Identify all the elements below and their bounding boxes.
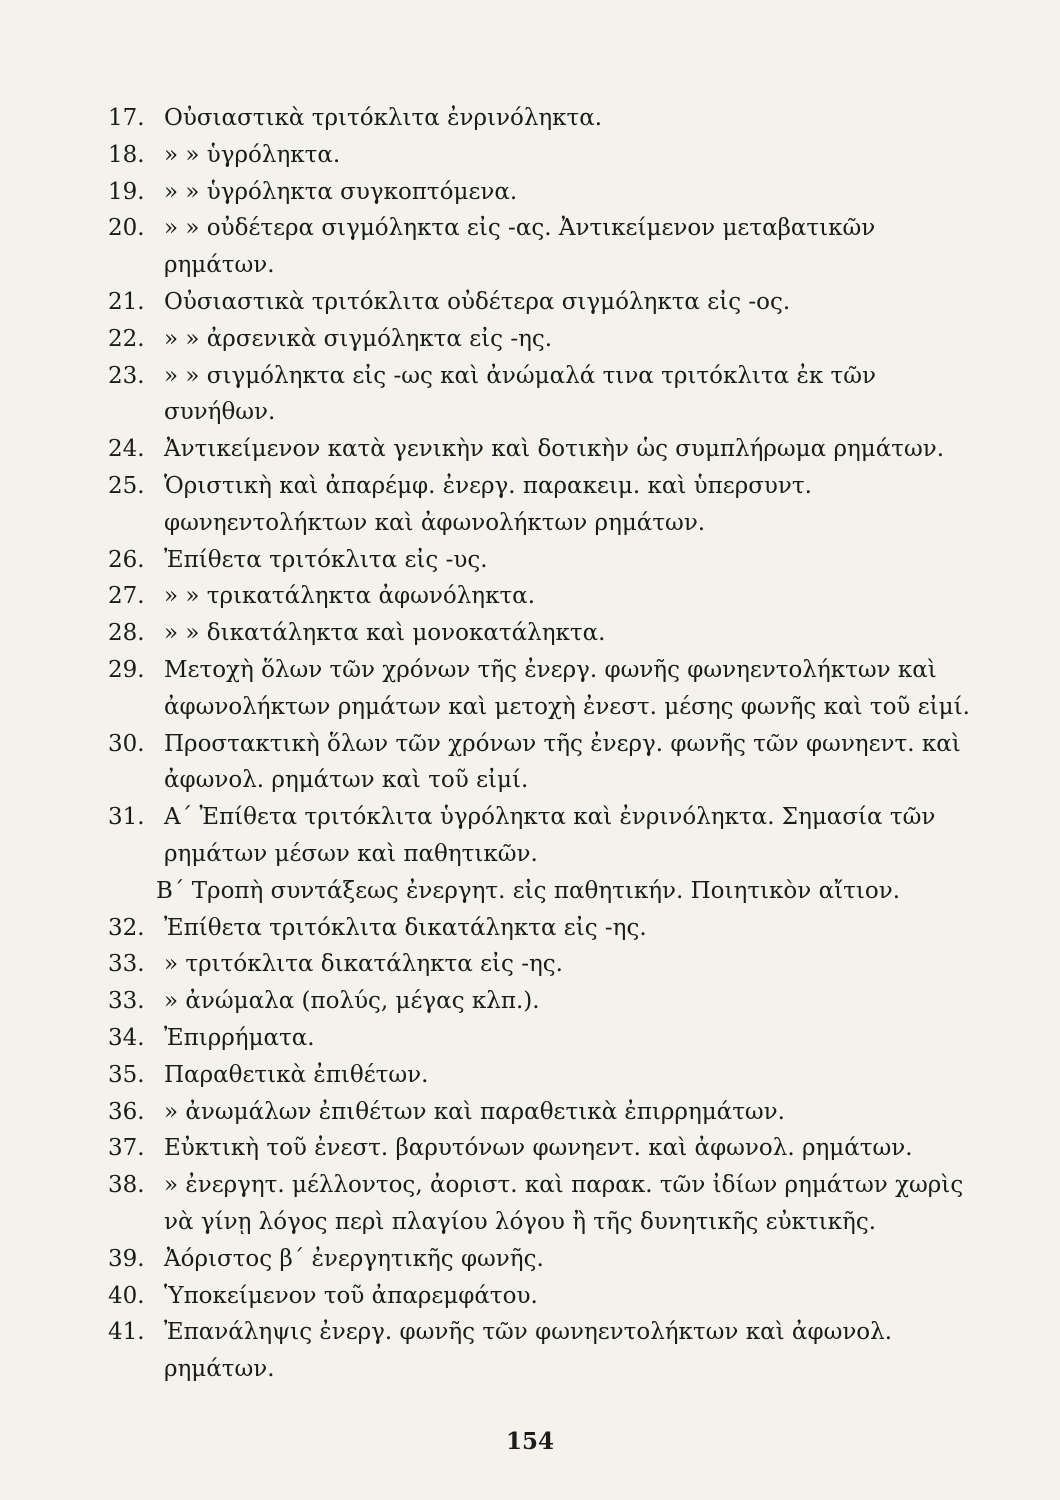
list-item: [108, 431, 988, 468]
entry-number: 26.: [108, 546, 145, 573]
list-item: [108, 1094, 988, 1131]
list-item: [108, 1020, 988, 1057]
list-item: [108, 1241, 988, 1278]
list-item: [108, 910, 988, 947]
entry-text: » τριτόκλιτα δικατάληκτα εἰς -ης.: [164, 951, 563, 978]
entry-number: 28.: [108, 620, 145, 647]
list-item: [108, 615, 988, 652]
entry-text: Ἐπίθετα τριτόκλιτα εἰς -υς.: [164, 546, 488, 573]
entry-text: » ἐνεργητ. μέλλοντος, ἀοριστ. καὶ παρακ. τῶν ἰδίων ρημάτων χωρὶς νὰ γίνῃ λόγος περὶ πλαγίου λόγου ἢ τῆς δυνητικῆς εὐκτικῆς.: [164, 1172, 964, 1235]
entry-number: 18.: [108, 141, 145, 168]
page-number: 154: [505, 1428, 554, 1455]
entry-number: 25.: [108, 472, 145, 499]
entry-number: 20.: [108, 215, 145, 242]
entry-text: Ἐπίθετα τριτόκλιτα δικατάληκτα εἰς -ης.: [164, 914, 647, 941]
entry-text: Ἐπιρρήματα.: [164, 1024, 315, 1051]
list-item: [108, 946, 988, 983]
entry-text: » ἀνώμαλα (πολύς, μέγας κλπ.).: [164, 988, 540, 1015]
entry-text: » » ὑγρόληκτα συγκοπτόμενα.: [164, 178, 518, 205]
entry-text: » » ἀρσενικὰ σιγμόληκτα εἰς -ης.: [164, 325, 553, 352]
entry-text: Παραθετικὰ ἐπιθέτων.: [164, 1061, 429, 1088]
entry-text: Ἀντικείμενον κατὰ γενικὴν καὶ δοτικὴν ὡς συμπλήρωμα ρημάτων.: [164, 436, 945, 463]
list-item: [108, 542, 988, 579]
list-item: [108, 358, 988, 432]
entry-number: 29.: [108, 656, 145, 683]
entry-text: Μετοχὴ ὅλων τῶν χρόνων τῆς ἐνεργ. φωνῆς φωνηεντολήκτων καὶ ἀφωνολήκτων ρημάτων καὶ μετοχὴ ἐνεστ. μέσης φωνῆς καὶ τοῦ εἰμί.: [164, 656, 970, 720]
entry-number: 38.: [108, 1172, 145, 1199]
list-item: [108, 1314, 988, 1388]
entry-number: 40.: [108, 1282, 145, 1309]
entry-number: 33.: [108, 951, 145, 978]
list-item: [108, 652, 988, 726]
entry-text: Οὐσιαστικὰ τριτόκλιτα ἐνρινόληκτα.: [164, 105, 603, 131]
entry-text: » » τρικατάληκτα ἀφωνόληκτα.: [164, 583, 536, 610]
entry-number: 27.: [108, 583, 145, 610]
entry-number: 24.: [108, 436, 145, 463]
entry-text: Εὐκτικὴ τοῦ ἐνεστ. βαρυτόνων φωνηεντ. καὶ ἀφωνολ. ρημάτων.: [164, 1135, 913, 1162]
entry-number: 30.: [108, 730, 145, 757]
entry-text: Ὑποκείμενον τοῦ ἀπαρεμφάτου.: [164, 1282, 538, 1309]
entry-number: 23.: [108, 362, 145, 389]
entry-number: 35.: [108, 1061, 145, 1088]
entry-text: Ἐπανάληψις ἐνεργ. φωνῆς τῶν φωνηεντολήκτων καὶ ἀφωνολ. ρημάτων.: [164, 1319, 893, 1383]
entry-text-continuation: Β΄ Τροπὴ συντάξεως ἐνεργητ. εἰς παθητικήν. Ποιητικὸν αἴτιον.: [156, 877, 901, 904]
list-item: [108, 321, 988, 358]
entry-number: 21.: [108, 288, 145, 315]
entry-text: Α΄ Ἐπίθετα τριτόκλιτα ὑγρόληκτα καὶ ἐνρινόληκτα. Σημασία τῶν ρημάτων μέσων καὶ παθητικῶν.: [164, 804, 936, 867]
entry-text: » » οὐδέτερα σιγμόληκτα εἰς -ας. Ἀντικείμενον μεταβατικῶν ρημάτων.: [164, 215, 876, 279]
entry-number: 34.: [108, 1024, 145, 1051]
entry-number: 37.: [108, 1135, 145, 1162]
entry-number: 17.: [108, 105, 145, 131]
list-item: [108, 1167, 988, 1241]
entry-text: » » σιγμόληκτα εἰς -ως καὶ ἀνώμαλά τινα τριτόκλιτα ἐκ τῶν συνήθων.: [164, 362, 877, 426]
entry-text: Ὁριστικὴ καὶ ἀπαρέμφ. ἐνεργ. παρακειμ. καὶ ὑπερσυντ. φωνηεντολήκτων καὶ ἀφωνολήκτων ρημάτων.: [164, 472, 812, 536]
list-item: [108, 983, 988, 1020]
list-item: [108, 210, 988, 284]
list-item: [108, 100, 988, 137]
list-item: [108, 1130, 988, 1167]
entry-number: 22.: [108, 325, 145, 352]
list-item: [108, 284, 988, 321]
entry-number: 39.: [108, 1245, 145, 1272]
entry-text: » ἀνωμάλων ἐπιθέτων καὶ παραθετικὰ ἐπιρρημάτων.: [164, 1098, 785, 1125]
entry-number: 32.: [108, 914, 145, 941]
list-item: [108, 1057, 988, 1094]
entry-number: 36.: [108, 1098, 145, 1125]
entry-number: 19.: [108, 178, 145, 205]
entry-number: 31.: [108, 804, 145, 831]
list-item: [108, 174, 988, 211]
entry-text: Οὐσιαστικὰ τριτόκλιτα οὐδέτερα σιγμόληκτα εἰς -ος.: [164, 288, 791, 315]
list-item: [108, 799, 988, 909]
list-item: [108, 468, 988, 542]
entry-text: Ἀόριστος β΄ ἐνεργητικῆς φωνῆς.: [164, 1245, 544, 1272]
entry-text: » » δικατάληκτα καὶ μονοκατάληκτα.: [164, 620, 606, 647]
list-item: [108, 137, 988, 174]
entry-text: » » ὑγρόληκτα.: [164, 141, 341, 168]
entry-list: [108, 100, 988, 1388]
list-item: [108, 726, 988, 800]
entry-number: 41.: [108, 1319, 145, 1346]
list-item: [108, 1278, 988, 1315]
list-item: [108, 578, 988, 615]
entry-text: Προστακτικὴ ὅλων τῶν χρόνων τῆς ἐνεργ. φωνῆς τῶν φωνηεντ. καὶ ἀφωνολ. ρημάτων καὶ τοῦ εἰμί.: [164, 730, 961, 794]
entry-number: 33.: [108, 988, 145, 1015]
